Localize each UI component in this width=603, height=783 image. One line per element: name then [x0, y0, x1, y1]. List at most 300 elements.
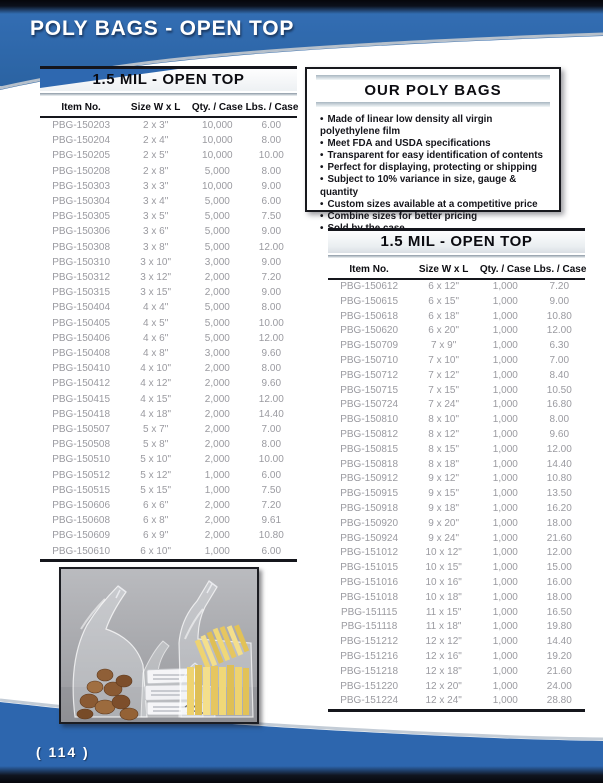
- table-row: [40, 376, 297, 391]
- table-cell: 10,000: [202, 150, 233, 162]
- table-cell: 1,000: [492, 443, 518, 455]
- table-cell: 1,000: [492, 325, 518, 337]
- table-cell: PBG-151212: [340, 636, 399, 648]
- table-cell: 2,000: [204, 500, 230, 512]
- table-row: [40, 437, 297, 452]
- table-row: [328, 576, 585, 591]
- table-cell: 2,000: [204, 424, 230, 436]
- left-table-title-text: 1.5 MIL - OPEN TOP: [92, 71, 245, 88]
- table-row: [328, 354, 585, 369]
- table-cell: 12.00: [546, 547, 572, 559]
- table-cell: 10.80: [546, 473, 572, 485]
- table-cell: PBG-150208: [52, 165, 111, 177]
- table-cell: 10 x 16": [425, 576, 462, 588]
- table-cell: 10,000: [202, 135, 233, 147]
- table-cell: PBG-150608: [52, 515, 111, 527]
- table-cell: 1,000: [492, 310, 518, 322]
- table-row: [328, 487, 585, 502]
- table-cell: 1,000: [492, 384, 518, 396]
- table-cell: PBG-150618: [340, 310, 399, 322]
- table-cell: 10.50: [546, 384, 572, 396]
- table-cell: 2,000: [204, 408, 230, 420]
- bullet-item: • Transparent for easy identification of contents: [320, 150, 548, 162]
- table-cell: 1,000: [492, 517, 518, 529]
- table-cell: PBG-150507: [52, 424, 111, 436]
- table-cell: 10.00: [258, 454, 284, 466]
- table-cell: 8 x 18": [428, 458, 460, 470]
- table-cell: 14.40: [546, 636, 572, 648]
- table-row: [40, 452, 297, 467]
- table-row: [40, 544, 297, 561]
- table-row: [328, 532, 585, 547]
- table-cell: 2,000: [204, 272, 230, 284]
- table-row: [40, 148, 297, 163]
- bullet-item: • Made of linear low density all virgin polyethylene film: [320, 114, 548, 138]
- table-cell: PBG-150712: [340, 369, 399, 381]
- bullet-item: • Combine sizes for better pricing: [320, 211, 548, 223]
- table-cell: 9.00: [261, 256, 282, 268]
- table-cell: 10 x 12": [425, 547, 462, 559]
- table-cell: 7 x 10": [428, 354, 460, 366]
- table-cell: 3 x 8": [143, 241, 169, 253]
- table-cell: 6 x 12": [428, 281, 460, 292]
- table-cell: PBG-151220: [340, 680, 399, 692]
- table-cell: 8.00: [261, 363, 282, 375]
- table-cell: 1,000: [492, 295, 518, 307]
- table-cell: 12.00: [258, 393, 284, 405]
- table-cell: 5,000: [204, 226, 230, 238]
- table-cell: 2,000: [204, 439, 230, 451]
- table-row: [40, 346, 297, 361]
- table-cell: 9.00: [261, 180, 282, 192]
- table-cell: 8 x 15": [428, 443, 460, 455]
- table-row: [328, 369, 585, 384]
- table-cell: 6 x 20": [428, 325, 460, 337]
- table-cell: PBG-150315: [52, 287, 111, 299]
- bullet-item: • Custom sizes available at a competitive price: [320, 199, 548, 211]
- table-cell: 1,000: [492, 665, 518, 677]
- table-cell: 5,000: [204, 317, 230, 329]
- table-cell: 3,000: [204, 256, 230, 268]
- table-row: [40, 179, 297, 194]
- table-cell: PBG-150305: [52, 211, 111, 223]
- table-row: [40, 361, 297, 376]
- table-cell: 9.61: [261, 515, 282, 527]
- table-cell: 2,000: [204, 287, 230, 299]
- left-table-section: [40, 66, 297, 562]
- table-cell: 1,000: [492, 414, 518, 426]
- table-cell: 12.00: [258, 241, 284, 253]
- table-cell: 10 x 15": [425, 562, 462, 574]
- table-cell: 3 x 5": [143, 211, 169, 223]
- table-row: [328, 665, 585, 680]
- table-cell: 12 x 16": [425, 650, 462, 662]
- table-cell: PBG-150612: [340, 281, 399, 292]
- table-cell: 5 x 15": [140, 484, 172, 496]
- table-cell: 1,000: [492, 369, 518, 381]
- table-cell: 1,000: [492, 621, 518, 633]
- table-cell: 7.00: [549, 354, 570, 366]
- table-row: [40, 209, 297, 224]
- bullet-item: • Meet FDA and USDA specifications: [320, 138, 548, 150]
- table-cell: PBG-150205: [52, 150, 111, 162]
- table-cell: 5 x 8": [143, 439, 169, 451]
- table-cell: PBG-150308: [52, 241, 111, 253]
- table-row: [328, 443, 585, 458]
- table-cell: 4 x 10": [140, 363, 172, 375]
- table-cell: 14.40: [258, 408, 284, 420]
- table-row: [328, 694, 585, 710]
- table-cell: 5,000: [204, 302, 230, 314]
- table-cell: PBG-150312: [52, 272, 111, 284]
- table-cell: PBG-150915: [340, 488, 399, 500]
- table-cell: PBG-150724: [340, 399, 399, 411]
- table-cell: 1,000: [492, 562, 518, 574]
- table-row: [40, 270, 297, 285]
- bullet-item: • Subject to 10% variance in size, gauge & quantity: [320, 174, 548, 198]
- table-cell: 1,000: [492, 458, 518, 470]
- table-row: [328, 339, 585, 354]
- table-cell: 3 x 12": [140, 272, 172, 284]
- table-cell: 21.60: [546, 665, 572, 677]
- left-table-title: [40, 66, 297, 91]
- table-row: [40, 483, 297, 498]
- table-row: [40, 422, 297, 437]
- table-cell: 6.00: [261, 120, 282, 131]
- table-cell: 2 x 3": [143, 120, 169, 131]
- table-cell: 6.00: [261, 545, 282, 557]
- table-cell: PBG-150810: [340, 414, 399, 426]
- col-header-lbs-case: Lbs. / Case: [246, 96, 297, 117]
- table-row: [328, 620, 585, 635]
- table-cell: 10,000: [202, 180, 233, 192]
- table-cell: 2,000: [204, 378, 230, 390]
- table-cell: PBG-151216: [340, 650, 399, 662]
- table-cell: 7.50: [261, 484, 282, 496]
- table-cell: 12.00: [546, 325, 572, 337]
- table-cell: 9 x 20": [428, 517, 460, 529]
- table-cell: PBG-150303: [52, 180, 111, 192]
- table-cell: 9 x 18": [428, 502, 460, 514]
- table-cell: 6 x 9": [143, 530, 169, 542]
- table-cell: 1,000: [492, 695, 518, 707]
- table-cell: PBG-150418: [52, 408, 111, 420]
- table-row: [328, 295, 585, 310]
- table-cell: 14.40: [546, 458, 572, 470]
- table-cell: PBG-150310: [52, 256, 111, 268]
- right-table-body: [328, 279, 585, 711]
- table-cell: 28.80: [546, 695, 572, 707]
- table-cell: 8.40: [549, 369, 570, 381]
- table-cell: 3 x 4": [143, 196, 169, 208]
- table-row: [40, 285, 297, 300]
- table-cell: 10.80: [258, 530, 284, 542]
- table-cell: 2 x 5": [143, 150, 169, 162]
- table-cell: 8 x 12": [428, 428, 460, 440]
- left-table-body: [40, 117, 297, 560]
- table-row: [40, 224, 297, 239]
- table-cell: 9.60: [261, 378, 282, 390]
- table-row: [40, 407, 297, 422]
- table-row: [328, 384, 585, 399]
- table-cell: PBG-150408: [52, 348, 111, 360]
- col-header-size: Size W x L: [122, 96, 189, 117]
- left-table: [40, 96, 297, 562]
- table-cell: PBG-150710: [340, 354, 399, 366]
- bullet-item: • Perfect for displaying, protecting or shipping: [320, 162, 548, 174]
- table-cell: 10.00: [258, 150, 284, 162]
- table-row: [328, 650, 585, 665]
- table-row: [328, 398, 585, 413]
- right-table-title-text: 1.5 MIL - OPEN TOP: [380, 233, 533, 250]
- table-cell: PBG-150815: [340, 443, 399, 455]
- table-cell: 1,000: [492, 606, 518, 618]
- table-cell: 1,000: [492, 488, 518, 500]
- table-cell: 1,000: [492, 636, 518, 648]
- table-cell: PBG-150510: [52, 454, 111, 466]
- table-cell: 12 x 20": [425, 680, 462, 692]
- table-cell: 5,000: [204, 241, 230, 253]
- info-box-bottom-bar: [316, 102, 550, 107]
- table-cell: 6 x 8": [143, 515, 169, 527]
- table-cell: PBG-150412: [52, 378, 111, 390]
- table-cell: PBG-150304: [52, 196, 111, 208]
- table-cell: 6 x 10": [140, 545, 172, 557]
- table-cell: 9 x 12": [428, 473, 460, 485]
- table-row: [40, 331, 297, 346]
- table-cell: 2,000: [204, 454, 230, 466]
- table-cell: 5 x 7": [143, 424, 169, 436]
- table-cell: 1,000: [492, 473, 518, 485]
- table-cell: 5 x 10": [140, 454, 172, 466]
- table-cell: 12 x 12": [425, 636, 462, 648]
- table-cell: PBG-150406: [52, 332, 111, 344]
- table-cell: PBG-150818: [340, 458, 399, 470]
- table-cell: PBG-150306: [52, 226, 111, 238]
- bottom-dark-edge: [0, 766, 603, 783]
- table-cell: 6 x 15": [428, 295, 460, 307]
- table-cell: 1,000: [492, 428, 518, 440]
- table-cell: 9.60: [261, 348, 282, 360]
- table-row: [328, 561, 585, 576]
- table-cell: PBG-151224: [340, 695, 399, 707]
- table-row: [40, 392, 297, 407]
- table-cell: 16.80: [546, 399, 572, 411]
- info-box-title: OUR POLY BAGS: [364, 82, 502, 99]
- table-cell: 1,000: [492, 547, 518, 559]
- table-cell: PBG-150924: [340, 532, 399, 544]
- col-header-item-no: Item No.: [40, 96, 122, 117]
- table-cell: 7.20: [261, 500, 282, 512]
- table-cell: 2,000: [204, 530, 230, 542]
- table-cell: 10 x 18": [425, 591, 462, 603]
- right-table-section: [328, 228, 585, 712]
- table-row: [328, 502, 585, 517]
- table-cell: 5 x 12": [140, 469, 172, 481]
- table-cell: PBG-150204: [52, 135, 111, 147]
- table-row: [328, 279, 585, 295]
- table-row: [328, 606, 585, 621]
- right-table-header-row: [328, 258, 585, 279]
- table-cell: 5,000: [204, 211, 230, 223]
- page-number: ( 114 ): [36, 744, 90, 760]
- table-cell: 7 x 15": [428, 384, 460, 396]
- info-box: [305, 67, 561, 222]
- table-cell: 12 x 24": [425, 695, 462, 707]
- table-cell: PBG-150812: [340, 428, 399, 440]
- table-cell: PBG-150918: [340, 502, 399, 514]
- table-cell: PBG-150709: [340, 340, 399, 352]
- table-row: [328, 680, 585, 695]
- table-row: [40, 194, 297, 209]
- table-cell: 11 x 15": [425, 606, 462, 618]
- table-cell: PBG-150620: [340, 325, 399, 337]
- table-cell: PBG-150610: [52, 545, 111, 557]
- table-cell: PBG-150515: [52, 484, 111, 496]
- table-cell: PBG-151218: [340, 665, 399, 677]
- table-cell: 4 x 12": [140, 378, 172, 390]
- table-cell: 3 x 15": [140, 287, 172, 299]
- table-cell: PBG-150512: [52, 469, 111, 481]
- table-cell: PBG-150609: [52, 530, 111, 542]
- table-cell: PBG-150410: [52, 363, 111, 375]
- table-cell: 6.00: [261, 196, 282, 208]
- table-cell: 15.00: [546, 562, 572, 574]
- table-row: [40, 240, 297, 255]
- table-cell: 16.50: [546, 606, 572, 618]
- table-cell: 2,000: [204, 393, 230, 405]
- table-row: [328, 591, 585, 606]
- table-cell: 6.30: [549, 340, 570, 352]
- top-dark-edge: [0, 0, 603, 14]
- table-row: [40, 498, 297, 513]
- table-cell: 4 x 18": [140, 408, 172, 420]
- table-cell: PBG-150203: [52, 120, 111, 131]
- table-cell: 1,000: [492, 680, 518, 692]
- table-row: [40, 528, 297, 543]
- table-cell: 11 x 18": [425, 621, 462, 633]
- table-cell: PBG-150920: [340, 517, 399, 529]
- table-cell: 2 x 4": [143, 135, 169, 147]
- table-cell: 1,000: [492, 354, 518, 366]
- table-cell: 7.20: [549, 281, 570, 292]
- table-row: [328, 517, 585, 532]
- table-cell: 10,000: [202, 120, 233, 131]
- table-cell: 1,000: [492, 532, 518, 544]
- table-cell: 12.00: [546, 443, 572, 455]
- table-row: [40, 117, 297, 133]
- table-cell: 7.00: [261, 424, 282, 436]
- table-cell: 1,000: [492, 591, 518, 603]
- table-cell: 16.20: [546, 502, 572, 514]
- table-cell: 4 x 6": [143, 332, 169, 344]
- table-cell: 1,000: [492, 399, 518, 411]
- table-row: [328, 472, 585, 487]
- table-cell: 6.00: [261, 469, 282, 481]
- table-row: [328, 635, 585, 650]
- table-cell: 8.00: [261, 439, 282, 451]
- table-cell: 2 x 8": [143, 165, 169, 177]
- table-row: [328, 324, 585, 339]
- table-row: [328, 310, 585, 325]
- table-cell: 18.00: [546, 517, 572, 529]
- table-cell: 16.00: [546, 576, 572, 588]
- table-cell: 12.00: [258, 332, 284, 344]
- table-cell: 9.00: [261, 287, 282, 299]
- table-cell: 13.50: [546, 488, 572, 500]
- table-cell: 1,000: [492, 502, 518, 514]
- table-row: [328, 546, 585, 561]
- table-cell: 9.00: [261, 226, 282, 238]
- table-cell: 1,000: [492, 281, 518, 292]
- table-cell: PBG-151012: [340, 547, 399, 559]
- table-cell: 10.80: [546, 310, 572, 322]
- table-cell: 2,000: [204, 515, 230, 527]
- right-table-title: [328, 228, 585, 253]
- table-cell: 9 x 15": [428, 488, 460, 500]
- table-cell: 10.00: [258, 317, 284, 329]
- table-cell: 7 x 9": [431, 340, 457, 352]
- table-cell: 7 x 24": [428, 399, 460, 411]
- col-header-size: Size W x L: [410, 258, 477, 279]
- table-cell: 4 x 15": [140, 393, 172, 405]
- table-cell: 8.00: [261, 302, 282, 314]
- table-cell: 3 x 6": [143, 226, 169, 238]
- table-row: [328, 413, 585, 428]
- table-cell: 3,000: [204, 348, 230, 360]
- table-row: [40, 300, 297, 315]
- table-cell: 8.00: [261, 135, 282, 147]
- table-cell: PBG-151115: [340, 606, 398, 618]
- table-cell: 5,000: [204, 165, 230, 177]
- table-cell: 4 x 5": [143, 317, 169, 329]
- table-cell: 21.60: [546, 532, 572, 544]
- table-cell: 1,000: [492, 340, 518, 352]
- table-cell: 1,000: [204, 469, 230, 481]
- table-cell: 8.00: [549, 414, 570, 426]
- table-cell: 5,000: [204, 332, 230, 344]
- table-cell: 19.80: [546, 621, 572, 633]
- table-cell: 9.60: [549, 428, 570, 440]
- table-cell: 1,000: [492, 650, 518, 662]
- page-title: POLY BAGS - OPEN TOP: [30, 17, 295, 40]
- table-row: [328, 458, 585, 473]
- col-header-qty-case: Qty. / Case: [189, 96, 246, 117]
- table-cell: PBG-150405: [52, 317, 111, 329]
- table-cell: 7.50: [261, 211, 282, 223]
- table-row: [40, 133, 297, 148]
- table-cell: 6 x 6": [143, 500, 169, 512]
- table-row: [40, 255, 297, 270]
- col-header-item-no: Item No.: [328, 258, 410, 279]
- col-header-lbs-case: Lbs. / Case: [534, 258, 585, 279]
- table-cell: 2,000: [204, 363, 230, 375]
- table-row: [40, 513, 297, 528]
- table-cell: 8.00: [261, 165, 282, 177]
- right-table: [328, 258, 585, 712]
- table-cell: 8 x 10": [428, 414, 460, 426]
- info-box-bullet-list: [316, 114, 550, 235]
- table-cell: 19.20: [546, 650, 572, 662]
- table-cell: PBG-151015: [340, 562, 399, 574]
- table-cell: 7 x 12": [428, 369, 460, 381]
- table-cell: PBG-150415: [52, 393, 111, 405]
- poly-bags-photo-illustration: [61, 569, 257, 722]
- table-cell: 1,000: [492, 576, 518, 588]
- table-cell: 12 x 18": [425, 665, 462, 677]
- table-cell: PBG-150912: [340, 473, 399, 485]
- table-cell: 4 x 4": [143, 302, 169, 314]
